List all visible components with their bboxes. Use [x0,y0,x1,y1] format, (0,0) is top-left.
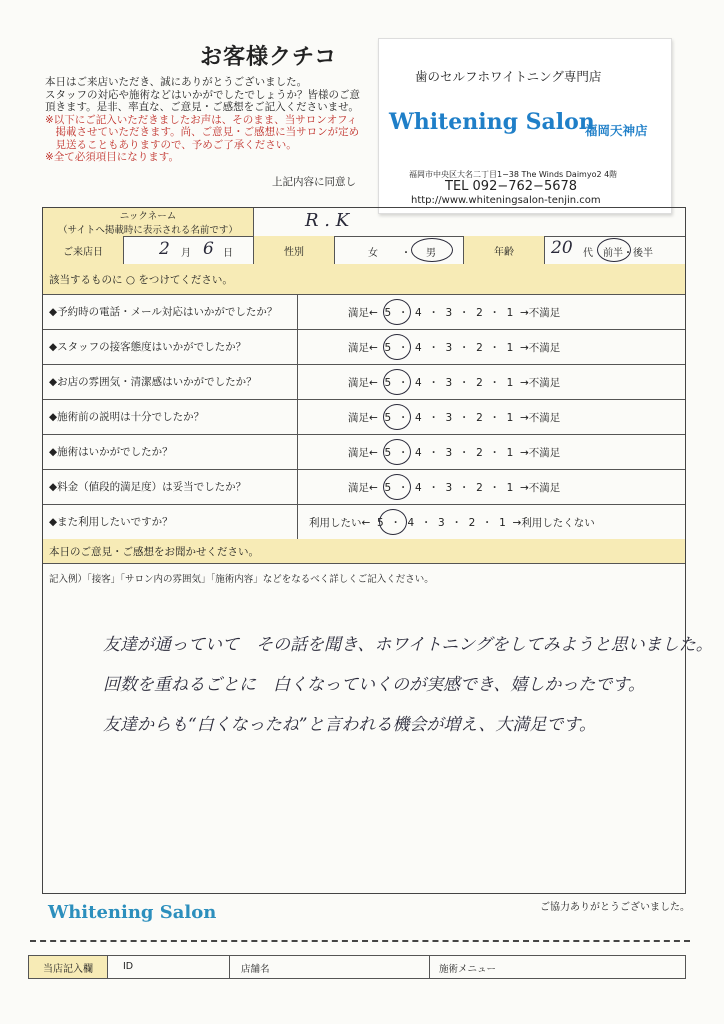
shop-address: 福岡市中央区大名二丁目1−38 The Winds Daimyo2 4階 [409,170,618,179]
question-row [43,434,685,470]
agree-text: 上記内容に同意し [272,176,356,188]
question-label: ◆スタッフの接客態度はいかがでしたか？ [49,341,247,353]
divider [253,208,254,236]
visit-row [43,236,685,265]
visit-day[interactable]: 6 [203,239,214,259]
divider [297,329,298,364]
month-unit: 月 [181,248,191,259]
nickname-row [43,208,685,237]
nickname-label-cell [43,208,253,236]
rating-scale[interactable]: 満足← 5 ・ 4 ・ 3 ・ 2 ・ 1 →不満足 [348,307,561,319]
intro-text [45,76,375,164]
shop-tagline: 歯のセルフホワイトニング専門店 [415,69,602,84]
cut-line [30,940,690,942]
rating-scale[interactable]: 満足← 5 ・ 4 ・ 3 ・ 2 ・ 1 →不満足 [348,482,561,494]
rating-circle [383,474,411,500]
divider [429,956,430,978]
comment-line: 回数を重ねるごとに 白くなっていくのが実感でき、嬉しかったです。 [103,675,645,695]
nickname-label: ニックネーム [119,211,177,222]
comment-example: 記入例）「接客」「サロン内の雰囲気」「施術内容」などをなるべく詳しくご記入ください。 [49,574,434,585]
gender-selection-circle [411,238,453,262]
comment-header [43,539,685,564]
store-label: 店舗名 [241,964,270,975]
visit-label: ご来店日 [43,236,123,264]
question-row [43,364,685,400]
question-row [43,399,685,435]
rating-circle [383,334,411,360]
divider [297,434,298,469]
shop-stamp-card [378,38,672,214]
office-use-row [28,955,686,979]
divider [297,399,298,434]
rating-circle [383,369,411,395]
divider [297,364,298,399]
rating-circle [383,439,411,465]
footer-logo: Whitening Salon [48,902,217,923]
survey-form [42,207,713,894]
comment-line: 友達からも“白くなったね”と言われる機会が増え、大満足です。 [103,715,597,735]
question-label: ◆お店の雰囲気・清潔感はいかがでしたか？ [49,376,257,388]
age-value[interactable]: 20 [551,238,573,258]
comment-line: 友達が通っていて その話を聞き、ホワイトニングをしてみようと思いました。 [103,635,713,655]
age-selection-circle [597,238,631,262]
divider [107,956,108,978]
menu-label: 施術メニュー [439,964,497,975]
divider [229,956,230,978]
question-row [43,469,685,505]
note-line: 見送ることもありますので、予めご了承ください。 [45,138,297,151]
divider [297,504,298,539]
divider [297,294,298,329]
intro-line: スタッフの対応や施術などはいかがでしたでしょうか？皆様のご意 [45,88,360,101]
thanks-text: ご協力ありがとうございました。 [540,902,690,913]
divider [297,469,298,504]
divider [123,236,124,264]
comment-label: 本日のご意見・ご感想をお聞かせください。 [49,546,259,558]
gender-female[interactable]: 女 [368,248,378,259]
rating-scale[interactable]: 満足← 5 ・ 4 ・ 3 ・ 2 ・ 1 →不満足 [348,412,561,424]
instruction-row [43,264,685,295]
age-label: 年齢 [464,236,544,264]
age-options[interactable]: 前半・後半 [603,248,653,259]
age-unit: 代 [583,248,593,259]
shop-logo: Whitening Salon [389,109,595,135]
shop-tel: TEL 092−762−5678 [445,179,578,194]
id-label: ID [123,961,134,972]
nickname-sub: （サイトへ掲載時に表示される名前です） [58,225,238,236]
note-line: ※全て必須項目になります。 [45,151,179,163]
comment-area[interactable] [43,588,713,893]
rating-scale[interactable]: 満足← 5 ・ 4 ・ 3 ・ 2 ・ 1 →不満足 [348,447,561,459]
question-label: ◆施術前の説明は十分でしたか？ [49,411,205,423]
question-row [43,504,685,540]
note-line: ※以下にご記入いただきましたお声は、そのまま、当サロンオフィ [45,113,358,126]
rating-circle [383,404,411,430]
gender-sep: ・ [401,248,411,259]
question-row [43,294,685,330]
question-label: ◆施術はいかがでしたか？ [49,446,173,458]
instruction-text: 該当するものに ○ をつけてください。 [49,274,233,286]
question-row [43,329,685,365]
visit-month[interactable]: 2 [159,239,170,259]
question-label: ◆また利用したいですか？ [49,516,173,528]
question-label: ◆予約時の電話・メール対応はいかがでしたか？ [49,306,278,318]
gender-label: 性別 [254,236,334,264]
nickname-value[interactable]: R . K [305,210,350,231]
shop-url: http://www.whiteningsalon-tenjin.com [411,195,601,206]
page-title: お客様クチコ [200,45,338,70]
divider [334,236,335,264]
office-label: 当店記入欄 [29,956,107,978]
rating-circle [379,509,407,535]
question-label: ◆料金（値段的満足度）は妥当でしたか？ [49,481,247,493]
rating-circle [383,299,411,325]
divider [544,236,545,264]
note-line: 掲載させていただきます。尚、ご意見・ご感想に当サロンが定め [45,126,360,138]
gender-male[interactable]: 男 [426,248,436,259]
rating-scale[interactable]: 利用したい← 5 ・ 4 ・ 3 ・ 2 ・ 1 →利用したくない [309,517,595,529]
rating-scale[interactable]: 満足← 5 ・ 4 ・ 3 ・ 2 ・ 1 →不満足 [348,377,561,389]
rating-scale[interactable]: 満足← 5 ・ 4 ・ 3 ・ 2 ・ 1 →不満足 [348,342,561,354]
day-unit: 日 [223,248,233,259]
intro-line: 本日はご来店いただき、誠にありがとうございました。 [45,76,308,88]
shop-branch: 福岡天神店 [585,123,648,138]
intro-line: 頂きます。是非、率直な、ご意見・ご感想をご記入くださいませ。 [45,101,359,113]
